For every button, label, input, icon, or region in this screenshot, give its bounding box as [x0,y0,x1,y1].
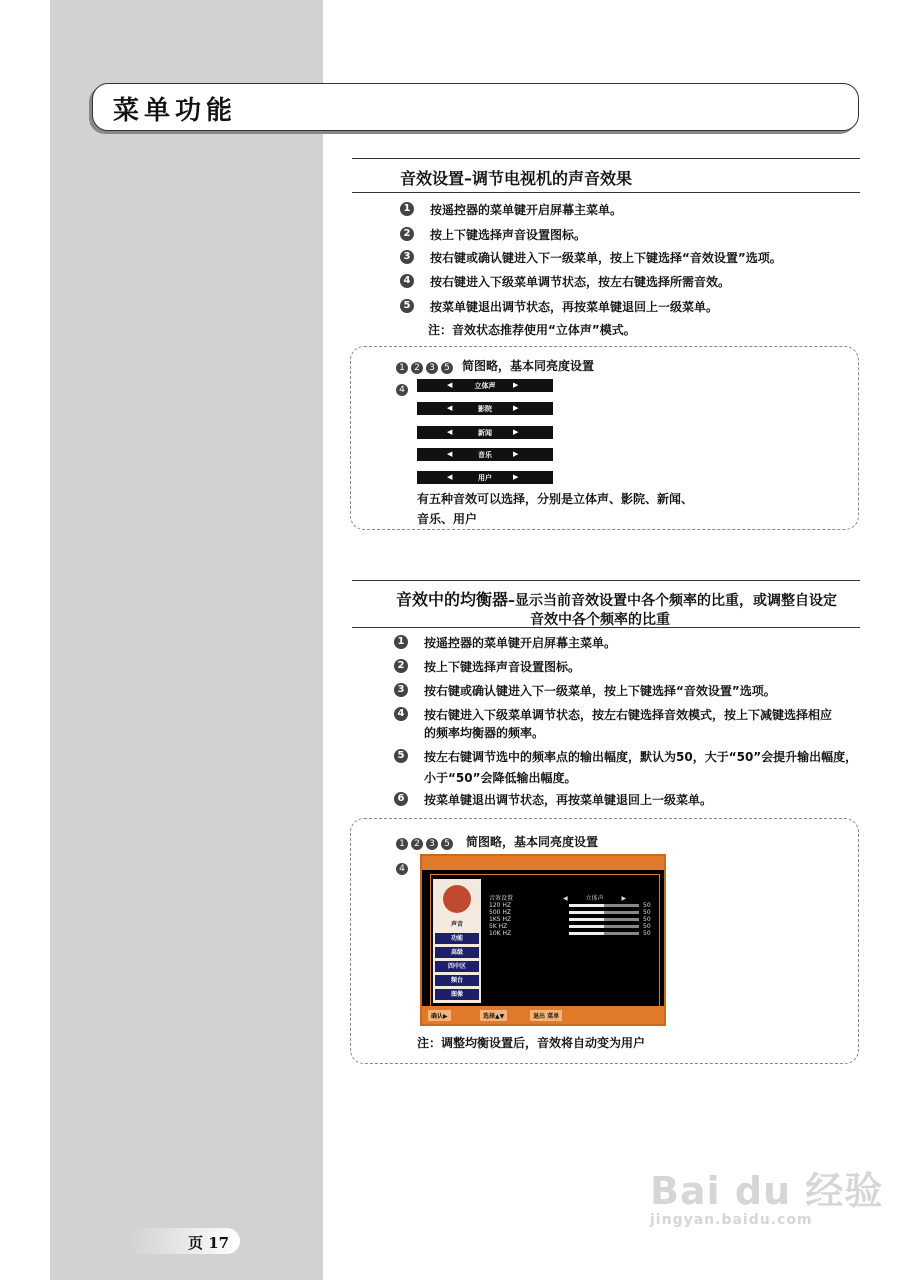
eq-value: 50 [643,916,651,923]
sound-option-bar [417,471,553,484]
arrow-right-icon: ▶ [513,381,519,389]
section1-heading: 音效设置–调节电视机的声音效果 [400,169,633,188]
watermark-brand: Bai du 经验 [650,1169,884,1213]
s2-step-4-cont: 的频率均衡器的频率。 [424,726,545,740]
step-number-icon: 3 [400,250,414,264]
osd-panel [430,874,660,1008]
section2-heading-bold: 音效中的均衡器 [396,590,509,609]
sound-option-bar [417,379,553,392]
s2-step-1 [397,636,617,650]
s2-step-5 [397,750,858,764]
sound-option-bar [417,402,553,415]
eq-mode-selector [563,893,626,902]
s2-step-4 [397,708,833,722]
s2-step-5-cont: 小于“50”会降低输出幅度。 [424,771,577,785]
step-number-icon: 4 [396,863,408,875]
osd-footer-confirm: 确认▶ [428,1010,451,1021]
step4-marker [396,379,411,398]
step-number-icon: 4 [394,707,408,721]
step-number-icon: 3 [426,362,438,374]
step-text: 按右键或确认键进入下一级菜单，按上下键选择“音效设置”选项。 [424,684,776,698]
arrow-left-icon: ◀ [447,428,453,436]
eq-slider [569,911,639,914]
s1-step-4 [403,275,731,289]
s1-step-3 [403,251,782,265]
step-dots-row [396,833,456,852]
s2-step-2 [397,660,581,674]
arrow-right-icon: ▶ [621,895,627,902]
step-number-icon: 2 [400,227,414,241]
eq-slider [569,932,639,935]
osd-menu-item: 高级 [435,947,479,958]
section2-heading-line2: 音效中各个频率的比重 [530,612,670,628]
chapter-title: 菜单功能 [113,96,238,126]
step-number-icon: 5 [441,362,453,374]
osd-menu-item: 图像 [435,989,479,1000]
eq-value: 50 [643,923,651,930]
step4-marker [396,858,411,877]
step-text: 按菜单键退出调节状态，再按菜单键退回上一级菜单。 [430,300,719,314]
speaker-icon [443,885,471,913]
step-number-icon: 1 [396,362,408,374]
osd-menu-item: 声音 [435,919,479,930]
page-number: 页 17 [188,1234,230,1252]
step-text: 按上下键选择声音设置图标。 [424,660,581,674]
step-number-icon: 4 [396,384,408,396]
osd-top-bar [422,856,664,870]
step-number-icon: 1 [394,635,408,649]
eq-slider [569,904,639,907]
eq-slider [569,918,639,921]
eq-mode: 立体声 [585,895,604,902]
s1-step-5 [403,300,719,314]
osd-footer [422,1006,664,1024]
eq-band: 5K HZ [489,923,508,930]
sound-option-label: 影院 [478,405,492,413]
eq-title: 音效设置 [489,895,514,902]
sound-option-label: 立体声 [474,382,496,390]
step-text: 按遥控器的菜单键开启屏幕主菜单。 [424,636,617,650]
eq-value: 50 [643,909,651,916]
arrow-right-icon: ▶ [513,428,519,436]
arrow-left-icon: ◀ [447,450,453,458]
step-number-icon: 3 [394,683,408,697]
step-number-icon: 3 [426,838,438,850]
section2-note: 注：调整均衡设置后，音效将自动变为用户 [417,1036,646,1050]
watermark [650,1160,884,1228]
eq-value: 50 [643,902,651,909]
step-number-icon: 5 [394,749,408,763]
arrow-left-icon: ◀ [447,404,453,412]
step-number-icon: 2 [411,362,423,374]
options-description-cont: 音乐、用户 [417,512,478,526]
watermark-url: jingyan.baidu.com [650,1212,813,1228]
s2-step-6 [397,793,713,807]
dots-label: 简图略，基本同亮度设置 [466,835,599,849]
tv-osd-sound-menu [420,854,666,1026]
eq-band: 500 HZ [489,909,511,916]
osd-menu-item: 频台 [435,975,479,986]
section2-heading [396,587,837,610]
osd-side-menu [433,879,481,1003]
arrow-right-icon: ▶ [513,450,519,458]
arrow-right-icon: ▶ [513,404,519,412]
eq-value: 50 [643,930,651,937]
arrow-left-icon: ◀ [447,473,453,481]
step-number-icon: 5 [441,838,453,850]
step-number-icon: 6 [394,792,408,806]
step-text: 按菜单键退出调节状态，再按菜单键退回上一级菜单。 [424,793,713,807]
osd-footer-select: 选择▲▼ [480,1010,507,1021]
osd-menu-item: 四中区 [435,961,479,972]
eq-band: 120 HZ [489,902,511,909]
step-number-icon: 2 [411,838,423,850]
osd-menu-item: 功能 [435,933,479,944]
eq-band: 1KS HZ [489,916,512,923]
step-text: 按遥控器的菜单键开启屏幕主菜单。 [430,203,623,217]
step-number-icon: 1 [396,838,408,850]
step-text: 按上下键选择声音设置图标。 [430,228,587,242]
s1-step-2 [403,228,587,242]
sound-option-label: 用户 [478,474,492,482]
step-number-icon: 5 [400,299,414,313]
s1-step-1 [403,203,623,217]
chapter-title-bar [92,83,859,131]
left-sidebar-band [50,0,323,1280]
step-number-icon: 4 [400,274,414,288]
s2-step-3 [397,684,776,698]
osd-footer-exit: 退出 菜单 [530,1010,562,1021]
step-text: 按右键或确认键进入下一级菜单，按上下键选择“音效设置”选项。 [430,251,782,265]
sound-option-label: 新闻 [478,429,492,437]
section2-heading-bar [352,580,860,628]
page-number-tab [130,1228,240,1254]
osd-eq-list [489,895,513,937]
sound-option-bar [417,448,553,461]
sound-option-label: 音乐 [478,451,492,459]
dots-label: 简图略，基本同亮度设置 [462,359,595,373]
section2-heading-rest: –显示当前音效设置中各个频率的比重，或调整自设定 [508,593,838,609]
section1-heading-bar [352,158,860,193]
step-text: 按右键进入下级菜单调节状态，按左右键选择所需音效。 [430,275,731,289]
eq-band: 10K HZ [489,930,512,937]
options-description: 有五种音效可以选择，分别是立体声、影院、新闻、 [417,492,694,506]
sound-option-bar [417,426,553,439]
step-number-icon: 1 [400,202,414,216]
arrow-left-icon: ◀ [563,895,568,902]
arrow-right-icon: ▶ [513,473,519,481]
step-number-icon: 2 [394,659,408,673]
step-text: 按右键进入下级菜单调节状态，按左右键选择音效模式，按上下减键选择相应 [424,708,833,722]
eq-slider [569,925,639,928]
arrow-left-icon: ◀ [447,381,453,389]
step-text: 按左右键调节选中的频率点的输出幅度，默认为50，大于“50”会提升输出幅度， [424,750,858,764]
step-dots-row [396,357,456,376]
s1-note: 注：音效状态推荐使用“立体声”模式。 [428,323,636,337]
